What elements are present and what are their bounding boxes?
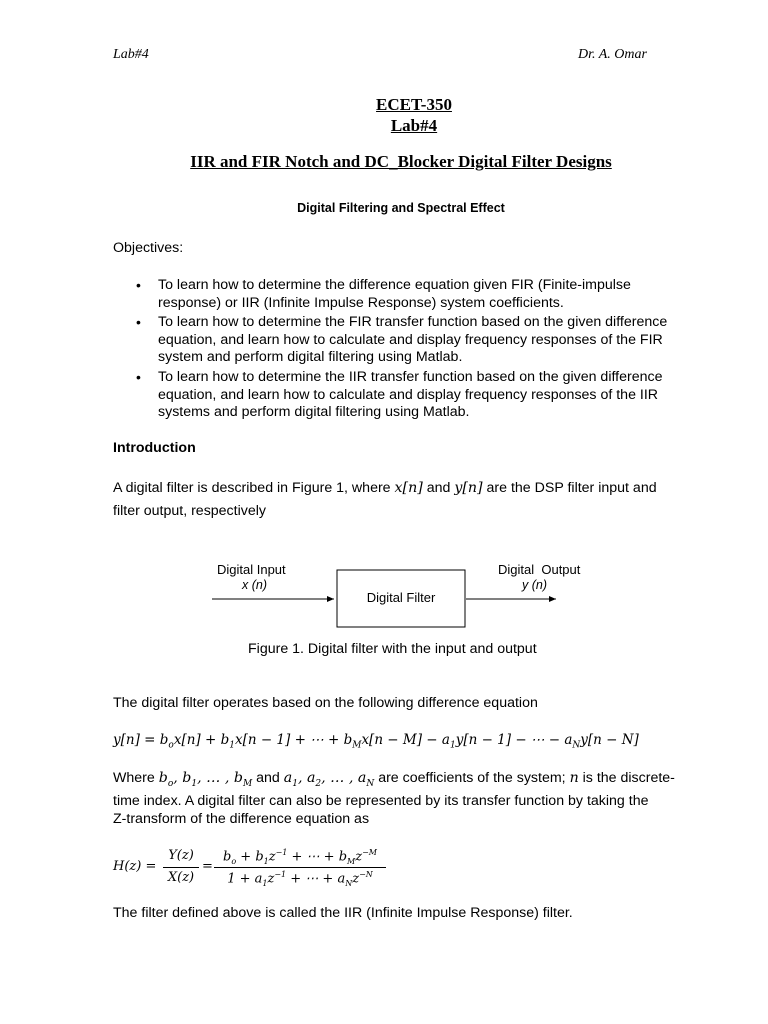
intro-text-a: A digital filter is described in Figure 1, where bbox=[113, 480, 391, 496]
closing-sentence: The filter defined above is called the IIR (Infinite Impulse Response) filter. bbox=[113, 905, 573, 921]
n-symbol: n bbox=[569, 770, 579, 786]
where-word: Where bbox=[113, 770, 155, 786]
tf-eq: = bbox=[202, 859, 213, 874]
filter-box-label: Digital Filter bbox=[366, 590, 436, 605]
intro-paragraph bbox=[113, 480, 657, 497]
and-word: and bbox=[256, 770, 280, 786]
where-line2: time index. A digital filter can also be represented by its transfer function by taking the bbox=[113, 793, 649, 809]
objective-item: To learn how to determine the FIR transfer function based on the given difference equation, and learn how to calculate and display frequency responses of the FIR system and perform digital filtering using Matlab. bbox=[158, 314, 668, 365]
difference-intro: The digital filter operates based on the following difference equation bbox=[113, 695, 538, 711]
bullet-icon: • bbox=[136, 277, 141, 293]
introduction-heading: Introduction bbox=[113, 440, 196, 456]
where-text-4: is the discrete- bbox=[582, 770, 675, 786]
tf-fraction-line-1 bbox=[163, 867, 199, 868]
intro-text-c: are the DSP filter input and bbox=[486, 480, 657, 496]
tf-x: X(z) bbox=[167, 870, 195, 885]
subtitle: Digital Filtering and Spectral Effect bbox=[297, 201, 505, 215]
output-symbol: y[n] bbox=[454, 480, 483, 496]
main-title: IIR and FIR Notch and DC_Blocker Digital Filter Designs bbox=[190, 152, 612, 171]
figure-caption: Figure 1. Digital filter with the input and output bbox=[248, 641, 537, 657]
tf-y: Y(z) bbox=[168, 848, 194, 863]
difference-equation: $y[n] = b_ox[n] + b_1x[n - 1]$ + ⋯ + $b_Mx[n - M] - a_1y[n - 1]$ − ⋯ − $a_Ny[n - N]$ bbox=[113, 732, 639, 751]
header-right: Dr. A. Omar bbox=[578, 47, 647, 62]
bullet-icon: • bbox=[136, 369, 141, 385]
lab-title: Lab#4 bbox=[390, 116, 438, 135]
tf-lhs: H(z) = bbox=[113, 859, 157, 874]
tf-fraction-line-2 bbox=[214, 867, 386, 868]
tf-denominator: $1 + a_1z^{-1}$ + ⋯ + $a_Nz^{-N}$ bbox=[227, 870, 373, 888]
input-var: x (n) bbox=[242, 578, 267, 592]
b-coefficients: $b_o$, $b_1$, … , $b_M$ bbox=[158, 770, 253, 789]
a-coefficients: $a_1$, $a_2$, … , $a_N$ bbox=[283, 770, 375, 789]
output-var: y (n) bbox=[522, 578, 547, 592]
output-label: Digital Output bbox=[498, 562, 581, 577]
intro-text-b: and bbox=[426, 480, 451, 496]
where-line3: Z-transform of the difference equation as bbox=[113, 811, 370, 827]
where-text-3: are coefficients of the system; bbox=[378, 770, 566, 786]
course-title: ECET-350 bbox=[376, 95, 452, 114]
transfer-function bbox=[113, 848, 413, 890]
input-symbol: x[n] bbox=[394, 480, 423, 496]
objective-item: To learn how to determine the difference equation given FIR (Finite-impulse response) or IIR (Infinite Impulse Response) system coefficients. bbox=[158, 277, 631, 311]
bullet-icon: • bbox=[136, 314, 141, 330]
objectives-label: Objectives: bbox=[113, 240, 184, 256]
header-left: Lab#4 bbox=[113, 47, 149, 62]
objective-item: To learn how to determine the IIR transfer function based on the given difference equation, and learn how to calculate and display frequency responses of the IIR systems and perform digital filtering using Matlab. bbox=[158, 369, 663, 420]
where-line1 bbox=[113, 770, 675, 793]
tf-numerator: $b_o + b_1z^{-1}$ + ⋯ + $b_Mz^{-M}$ bbox=[223, 848, 377, 866]
input-label: Digital Input bbox=[217, 562, 286, 577]
intro-text-line2: filter output, respectively bbox=[113, 503, 266, 519]
